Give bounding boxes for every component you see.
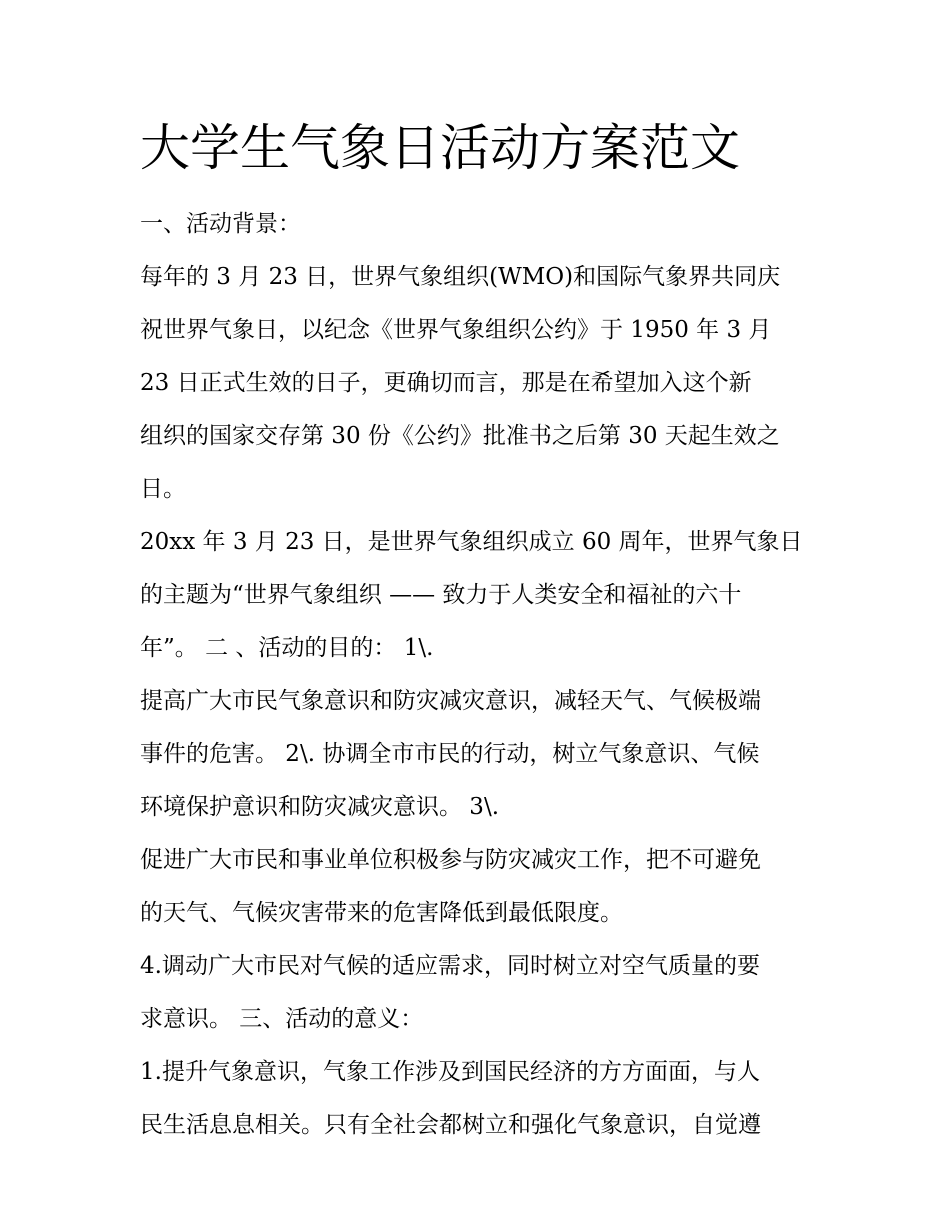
text-line: 民生活息息相关。只有全社会都树立和强化气象意识，自觉遵: [140, 1112, 761, 1138]
text-line: 组织的国家交存第 30 份《公约》批准书之后第 30 天起生效之: [140, 423, 780, 449]
text-line: 求意识。 三、活动的意义：: [140, 1006, 424, 1032]
text-line: 1.提升气象意识，气象工作涉及到国民经济的方方面面，与人: [140, 1059, 760, 1085]
text-line: 促进广大市民和事业单位积极参与防灾减灾工作，把不可避免: [140, 847, 761, 873]
document-body: [140, 198, 820, 1152]
text-line: 20xx 年 3 月 23 日，是世界气象组织成立 60 周年，世界气象日: [140, 529, 803, 555]
text-line: 年”。 二 、活动的目的： 1\.: [140, 635, 434, 661]
text-line: 的主题为“世界气象组织 —— 致力于人类安全和福祉的六十: [140, 582, 742, 608]
text-line: 一、活动背景：: [140, 211, 301, 237]
text-line: 祝世界气象日，以纪念《世界气象组织公约》于 1950 年 3 月: [140, 317, 772, 343]
text-line: 环境保护意识和防灾减灾意识。 3\.: [140, 794, 500, 820]
text-line: 每年的 3 月 23 日，世界气象组织(WMO)和国际气象界共同庆: [140, 264, 781, 290]
text-line: 4.调动广大市民对气候的适应需求，同时树立对空气质量的要: [140, 953, 760, 979]
text-line: 事件的危害。 2\. 协调全市市民的行动，树立气象意识、气候: [140, 741, 760, 767]
text-line: 23 日正式生效的日子，更确切而言，那是在希望加入这个新: [140, 370, 752, 396]
text-line: 日。: [140, 476, 186, 502]
text-line: 的天气、气候灾害带来的危害降低到最低限度。: [140, 900, 623, 926]
document-title: 大学生气象日活动方案范文: [140, 119, 740, 177]
text-line: 提高广大市民气象意识和防灾减灾意识，减轻天气、气候极端: [140, 688, 761, 714]
